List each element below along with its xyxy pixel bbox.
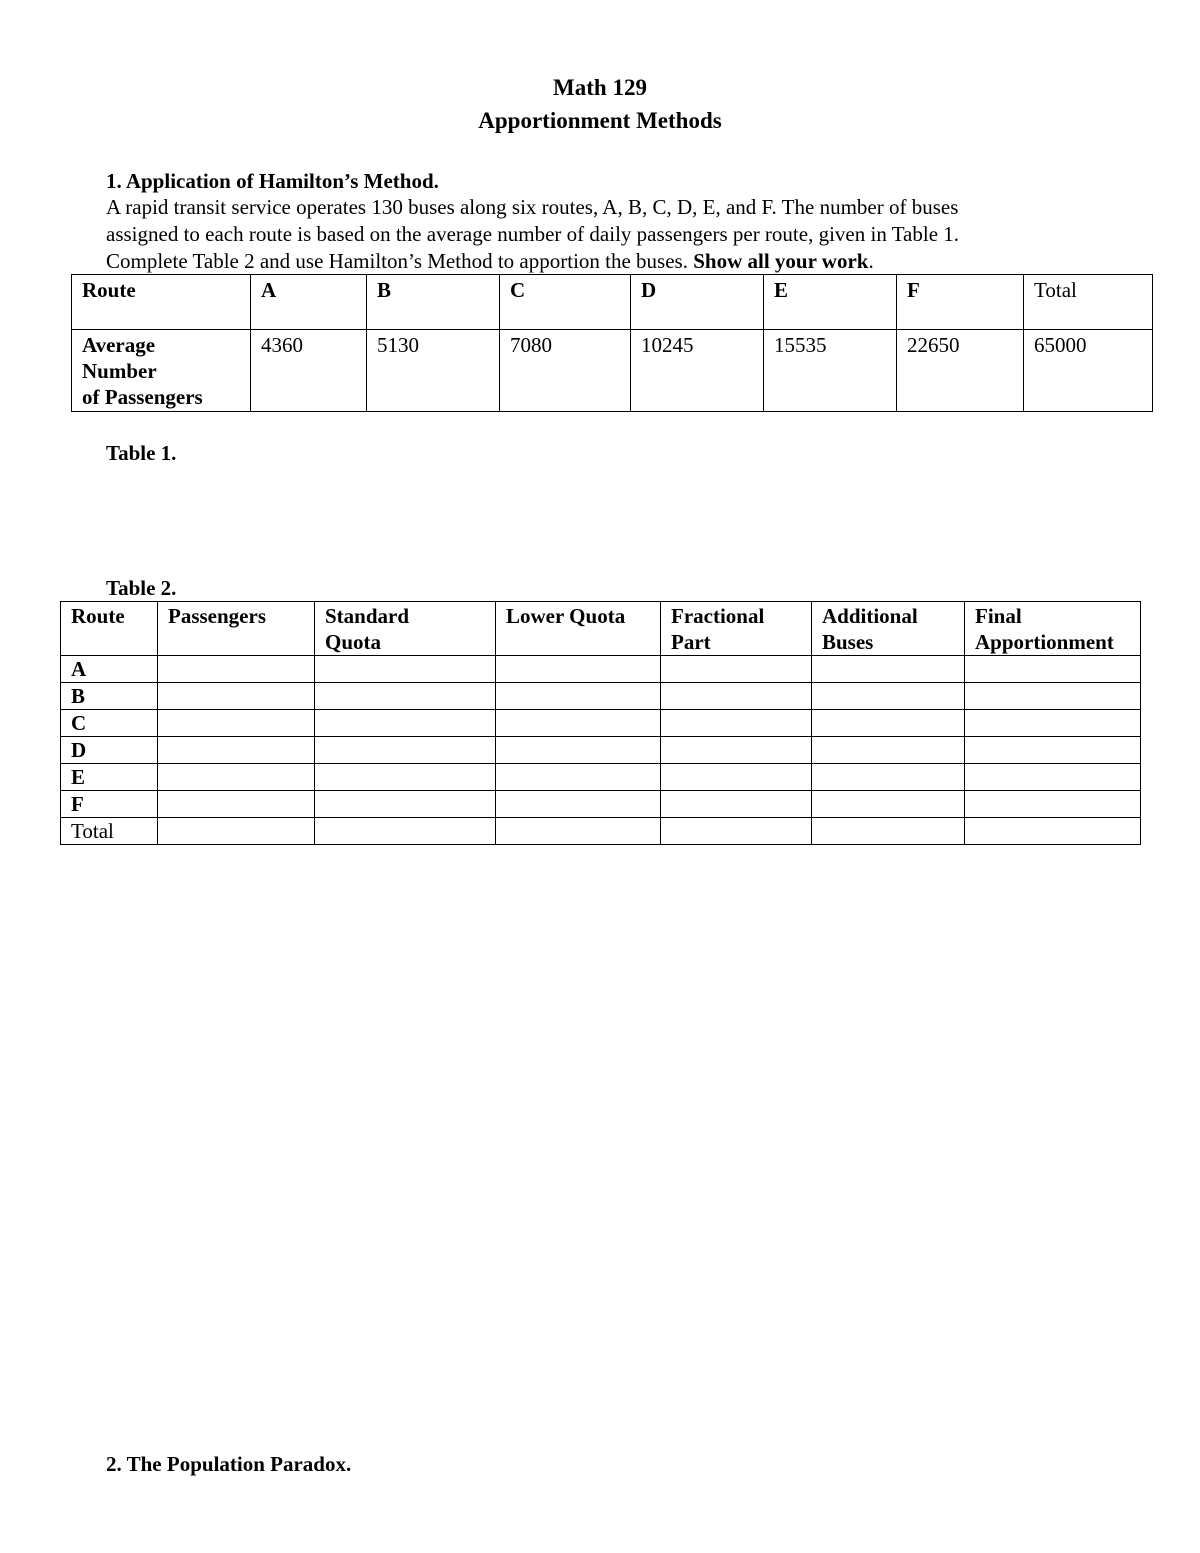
cell-additional-buses[interactable] xyxy=(812,656,965,683)
header-text-2: Part xyxy=(671,630,711,654)
cell-standard-quota[interactable] xyxy=(315,791,496,818)
cell-passengers[interactable] xyxy=(158,683,315,710)
table-1-value-total: 65000 xyxy=(1024,330,1153,412)
row-label-e: E xyxy=(61,764,158,791)
table-1-header-c: C xyxy=(500,275,631,330)
table-row xyxy=(61,683,1141,710)
row-label-b: B xyxy=(61,683,158,710)
cell-fractional-part[interactable] xyxy=(661,791,812,818)
cell-standard-quota[interactable] xyxy=(315,764,496,791)
intro-period: . xyxy=(868,249,874,273)
table-2-header-final-apportionment xyxy=(965,602,1141,656)
cell-standard-quota[interactable] xyxy=(315,710,496,737)
cell-standard-quota[interactable] xyxy=(315,656,496,683)
intro-line-2: assigned to each route is based on the average number of daily passengers per route, given in Table 1. xyxy=(106,222,960,246)
table-row xyxy=(61,791,1141,818)
cell-additional-buses[interactable] xyxy=(812,791,965,818)
cell-lower-quota[interactable] xyxy=(496,791,661,818)
question-2-heading: 2. The Population Paradox. xyxy=(106,1452,352,1476)
header-text: Additional xyxy=(822,604,918,628)
table-1 xyxy=(71,274,1153,412)
header-text: Final xyxy=(975,604,1022,628)
table-2-header-standard-quota xyxy=(315,602,496,656)
show-work-emphasis: Show all your work xyxy=(693,249,869,273)
table-1-header-total: Total xyxy=(1024,275,1153,330)
cell-passengers[interactable] xyxy=(158,737,315,764)
table-1-value-f: 22650 xyxy=(897,330,1024,412)
table-1-header-row xyxy=(72,275,1153,330)
table-row xyxy=(61,656,1141,683)
table-2-header-row xyxy=(61,602,1141,656)
cell-lower-quota[interactable] xyxy=(496,818,661,845)
row-label-c: C xyxy=(61,710,158,737)
cell-standard-quota[interactable] xyxy=(315,818,496,845)
header-text: Route xyxy=(71,604,125,628)
cell-final-apportionment[interactable] xyxy=(965,683,1141,710)
table-1-value-d: 10245 xyxy=(631,330,764,412)
cell-passengers[interactable] xyxy=(158,791,315,818)
row-label-total: Total xyxy=(61,818,158,845)
cell-passengers[interactable] xyxy=(158,764,315,791)
cell-final-apportionment[interactable] xyxy=(965,656,1141,683)
cell-fractional-part[interactable] xyxy=(661,764,812,791)
cell-fractional-part[interactable] xyxy=(661,818,812,845)
value-label-line-3: of Passengers xyxy=(82,385,203,409)
cell-additional-buses[interactable] xyxy=(812,737,965,764)
cell-fractional-part[interactable] xyxy=(661,737,812,764)
cell-final-apportionment[interactable] xyxy=(965,710,1141,737)
row-label-a: A xyxy=(61,656,158,683)
document-title: Math 129 xyxy=(553,75,647,100)
header-text: Fractional xyxy=(671,604,765,628)
cell-additional-buses[interactable] xyxy=(812,818,965,845)
cell-fractional-part[interactable] xyxy=(661,683,812,710)
table-1-value-label xyxy=(72,330,251,412)
cell-lower-quota[interactable] xyxy=(496,737,661,764)
cell-passengers[interactable] xyxy=(158,818,315,845)
table-1-header-f: F xyxy=(897,275,1024,330)
question-1-text xyxy=(106,194,1106,275)
value-label-line-1: Average xyxy=(82,333,156,357)
cell-additional-buses[interactable] xyxy=(812,683,965,710)
intro-line-1: A rapid transit service operates 130 buses along six routes, A, B, C, D, E, and F. The number of buses xyxy=(106,195,959,219)
table-1-header-d: D xyxy=(631,275,764,330)
cell-passengers[interactable] xyxy=(158,710,315,737)
cell-additional-buses[interactable] xyxy=(812,764,965,791)
header-text-2: Apportionment xyxy=(975,630,1114,654)
cell-standard-quota[interactable] xyxy=(315,737,496,764)
cell-passengers[interactable] xyxy=(158,656,315,683)
table-2-header-fractional-part xyxy=(661,602,812,656)
question-1-heading: 1. Application of Hamilton’s Method. xyxy=(106,169,439,193)
table-2-header-additional-buses xyxy=(812,602,965,656)
cell-fractional-part[interactable] xyxy=(661,656,812,683)
cell-lower-quota[interactable] xyxy=(496,764,661,791)
table-1-route-header: Route xyxy=(72,275,251,330)
table-1-value-a: 4360 xyxy=(251,330,367,412)
row-label-d: D xyxy=(61,737,158,764)
header-text-2: Quota xyxy=(325,630,382,654)
document-subtitle: Apportionment Methods xyxy=(478,108,722,133)
table-1-caption: Table 1. xyxy=(106,441,177,465)
cell-lower-quota[interactable] xyxy=(496,683,661,710)
cell-final-apportionment[interactable] xyxy=(965,737,1141,764)
table-row xyxy=(61,737,1141,764)
intro-line-3-text: Complete Table 2 and use Hamilton’s Method to apportion the buses. xyxy=(106,249,694,273)
cell-final-apportionment[interactable] xyxy=(965,764,1141,791)
intro-line-3 xyxy=(106,248,1106,275)
header-text: Lower Quota xyxy=(506,604,626,628)
table-2-caption: Table 2. xyxy=(106,576,177,600)
cell-additional-buses[interactable] xyxy=(812,710,965,737)
table-2 xyxy=(60,601,1141,845)
table-row xyxy=(61,710,1141,737)
table-1-value-c: 7080 xyxy=(500,330,631,412)
cell-final-apportionment[interactable] xyxy=(965,818,1141,845)
header-text-2: Buses xyxy=(822,630,874,654)
header-text: Standard xyxy=(325,604,410,628)
table-1-header-b: B xyxy=(367,275,500,330)
cell-fractional-part[interactable] xyxy=(661,710,812,737)
row-label-f: F xyxy=(61,791,158,818)
cell-standard-quota[interactable] xyxy=(315,683,496,710)
table-row xyxy=(61,764,1141,791)
table-2-header-passengers xyxy=(158,602,315,656)
table-2-header-route xyxy=(61,602,158,656)
cell-lower-quota[interactable] xyxy=(496,656,661,683)
table-1-header-e: E xyxy=(764,275,897,330)
table-1-header-a: A xyxy=(251,275,367,330)
table-1-value-e: 15535 xyxy=(764,330,897,412)
table-1-value-b: 5130 xyxy=(367,330,500,412)
header-text: Passengers xyxy=(168,604,266,628)
table-row xyxy=(61,818,1141,845)
table-2-header-lower-quota xyxy=(496,602,661,656)
cell-final-apportionment[interactable] xyxy=(965,791,1141,818)
table-1-value-row xyxy=(72,330,1153,412)
value-label-line-2: Number xyxy=(82,359,157,383)
cell-lower-quota[interactable] xyxy=(496,710,661,737)
